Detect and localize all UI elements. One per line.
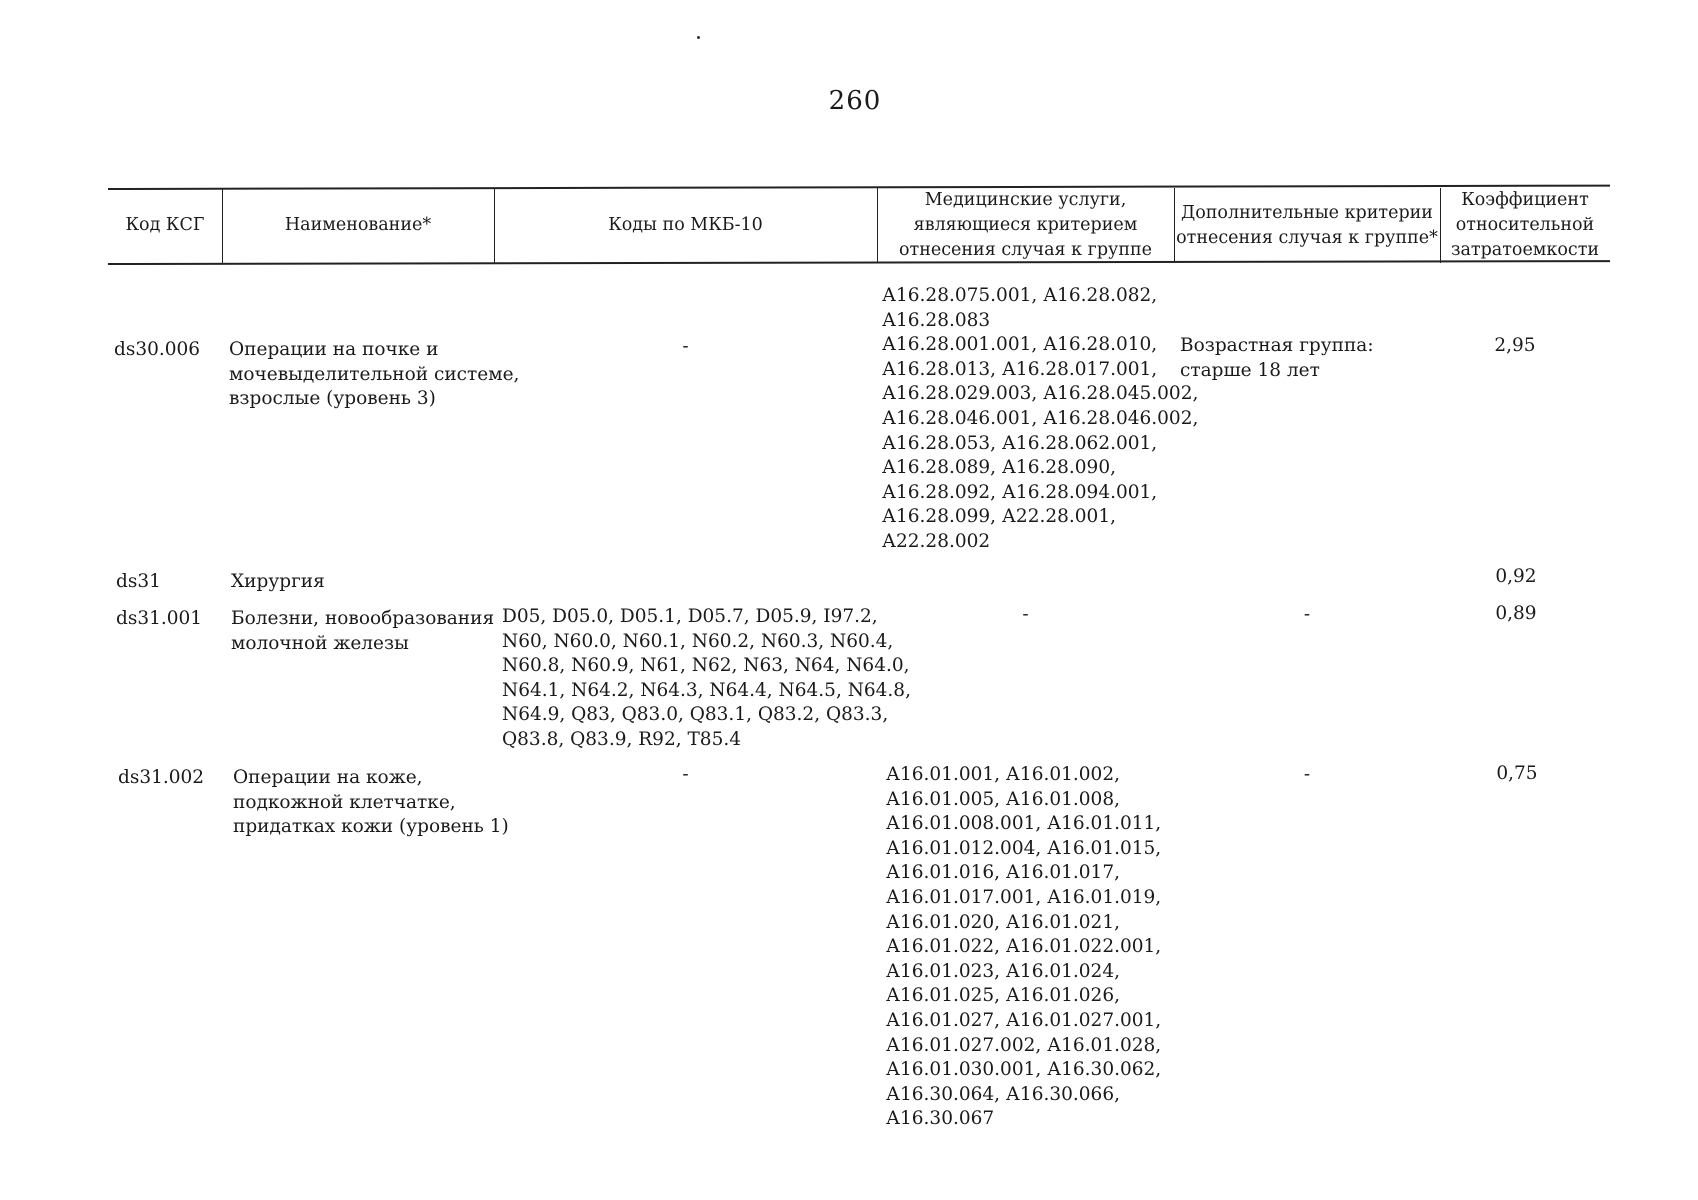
page-number: 260 [828,86,882,116]
row-mkb: - [682,336,689,357]
row-coefficient: 0,92 [1495,566,1537,587]
row-name: Хирургия [231,571,325,592]
row-coefficient: 2,95 [1494,335,1536,356]
row-code: ds31.002 [118,767,205,788]
header-services: Медицинские услуги, являющиеся критерием отнесения случая к группе [899,190,1152,260]
header-coefficient: Коэффициент относительной затратоемкости [1450,190,1600,260]
stray-dot [697,36,700,39]
row-services: А16.28.075.001, А16.28.082, А16.28.083 А16.28.001.001, А16.28.010, А16.28.013, А16.28.017.001, А16.28.029.003, А16.28.045.002, А16.28.046.001, А16.28.046.002, А16.28.053, А16.28.062.001, А16.28.089, А16.28.090, А16.28.092, А16.28.094.001, А16.28.099, А22.28.001, А22.28.002 [882,285,1199,552]
row-code: ds30.006 [114,339,201,360]
row-code: ds31.001 [116,608,203,629]
header-mkb: Коды по МКБ-10 [608,215,763,235]
row-mkb: - [682,764,689,785]
row-criteria: - [1303,604,1311,625]
row-code: ds31 [116,571,161,592]
header-code: Код КСГ [125,215,205,235]
row-services: - [1022,604,1029,625]
header-criteria: Дополнительные критерии отнесения случая к группе* [1176,202,1438,248]
row-coefficient: 0,89 [1495,603,1537,624]
header-name: Наименование* [284,215,432,235]
row-name: Операции на почке и мочевыделительной системе, взрослые (уровень 3) [229,339,520,410]
row-coefficient: 0,75 [1496,763,1538,784]
row-criteria: - [1303,764,1311,785]
row-name: Болезни, новообразования молочной железы [231,608,495,654]
row-services: А16.01.001, А16.01.002, А16.01.005, А16.01.008, А16.01.008.001, А16.01.011, А16.01.012.004, А16.01.015, А16.01.016, А16.01.017, А16.01.017.001, А16.01.019, А16.01.020, А16.01.021, А16.01.022, А16.01.022.001, А16.01.023, А16.01.024, А16.01.025, А16.01.026, А16.01.027, А16.01.027.001, А16.01.027.002, А16.01.028, А16.01.030.001, А16.30.062, А16.30.064, А16.30.066, А16.30.067 [886,764,1162,1130]
row-mkb: D05, D05.0, D05.1, D05.7, D05.9, I97.2, N60, N60.0, N60.1, N60.2, N60.3, N60.4, N60.8, N60.9, N61, N62, N63, N64, N64.0, N64.1, N64.2, N64.3, N64.4, N64.5, N64.8, N64.9, Q83, Q83.0, Q83.1, Q83.2, Q83.3, Q83.8, Q83.9, R92, T85.4 [502,606,911,750]
row-name: Операции на коже, подкожной клетчатке, придатках кожи (уровень 1) [233,767,509,838]
row-criteria: Возрастная группа: старше 18 лет [1180,335,1374,381]
